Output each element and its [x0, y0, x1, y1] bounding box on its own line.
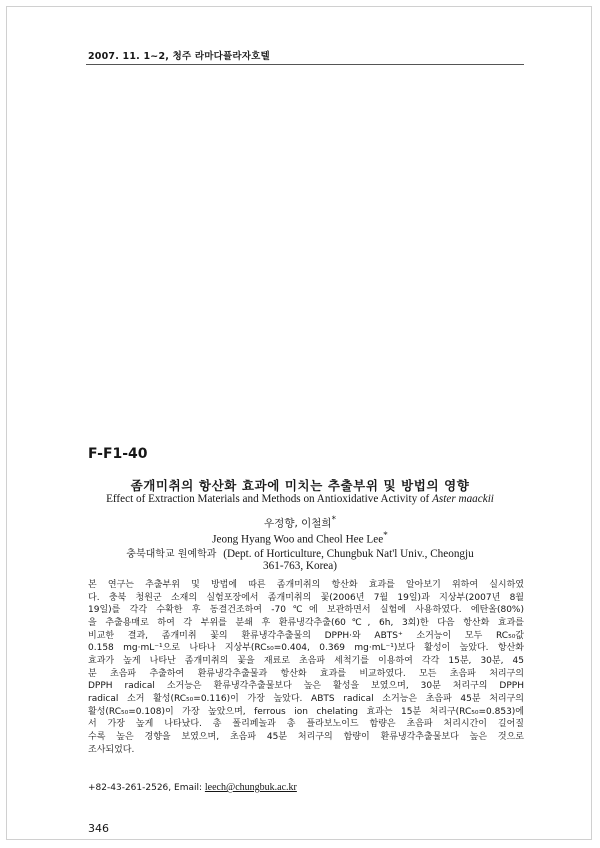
abstract-line: 19일)를 각각 수확한 후 동결건조하여 -70℃에 보관하면서 실험에 사용하였다. 에탄올(80%): [88, 605, 524, 616]
abstract-line: 다. 충북 청원군 소재의 실험포장에서 좀개미취의 꽃(2006년 7월 19일)과 지상부(2007년 8월: [88, 592, 524, 603]
abstract-line: 수록 높은 경향을 보였으며, 초음파 45분 처리구의 함량이 환류냉각추출물보다 높은 것으로: [88, 731, 524, 742]
page-number: 346: [88, 822, 109, 835]
abstract-line: radical 소거 활성(RC₅₀=0.116)이 가장 높았다. ABTS radical 소거능은 초음파 45분 처리구의: [88, 693, 524, 704]
title-english-species: Aster maackii: [432, 493, 494, 505]
abstract-line: 을 추출용매로 하여 각 부위를 분쇄 후 환류냉각추출(60℃, 6h, 3회)한 다음 항산화 효과를: [88, 617, 524, 628]
abstract-line: 조사되었다.: [88, 744, 135, 755]
affiliation-english-1: (Dept. of Horticulture, Chungbuk Nat'l Univ., Cheongju: [223, 548, 474, 560]
affiliation-english-2: 361-763, Korea): [263, 560, 337, 572]
authors-english-names: Jeong Hyang Woo and Cheol Hee Lee: [212, 533, 384, 546]
authors-korean: [0, 515, 600, 531]
contact-email-label: Email:: [174, 783, 203, 793]
affiliation-line-1: [0, 545, 600, 560]
contact-phone: +82-43-261-2526,: [88, 783, 172, 793]
title-english: [0, 493, 600, 505]
authors-english: [0, 531, 600, 546]
abstract-body: [88, 579, 524, 756]
abstract-code: F-F1-40: [88, 446, 148, 462]
title-english-prefix: Effect of Extraction Materials and Methods on Antioxidative Activity of: [106, 493, 430, 505]
running-header: 2007. 11. 1~2, 청주 라마다플라자호텔: [88, 51, 270, 62]
title-korean: 좀개미취의 항산화 효과에 미치는 추출부위 및 방법의 영향: [130, 478, 470, 493]
abstract-line: 0.158 mg·mL⁻¹으로 나타나 지상부(RC₅₀=0.404, 0.369 mg·mL⁻¹)보다 활성이 높았다. 항산화: [88, 643, 524, 654]
abstract-line: 서 가장 높게 나타났다. 총 폴리페놀과 총 플라보노이드 함량은 초음파 처리시간이 길어질: [88, 719, 524, 730]
abstract-line: 본 연구는 추출부위 및 방법에 따른 좀개미취의 항산화 효과를 알아보기 위하여 실시하였: [88, 580, 524, 590]
abstract-line: 분 초음파 추출하여 환류냉각추출물과 항산화 효과를 비교하였다. 모든 초음파 처리구의: [88, 668, 524, 679]
authors-korean-mark: *: [331, 515, 336, 525]
affiliation-korean: 충북대학교 원예학과: [126, 549, 217, 560]
authors-korean-names: 우정향, 이철희: [264, 517, 332, 530]
abstract-line: 효과가 높게 나타난 좀개미취의 꽃을 재료로 초음파 세척기를 이용하여 각각 15분, 30분, 45: [88, 655, 524, 666]
header-rule: [86, 64, 524, 65]
abstract-line: 비교한 결과, 좀개미취 꽃의 환류냉각추출물의 DPPH·와 ABTS⁺ 소거능이 모두 RC₅₀값: [88, 630, 524, 641]
contact-line: [88, 782, 297, 793]
abstract-line: DPPH radical 소거능은 환류냉각추출물보다 높은 활성을 보였으며, 30분 처리구의 DPPH: [88, 681, 524, 692]
authors-english-mark: *: [383, 531, 388, 541]
contact-email-link[interactable]: leech@chungbuk.ac.kr: [204, 782, 297, 793]
abstract-line: 활성(RC₅₀=0.108)이 가장 높았으며, ferrous ion chelating 효과는 15분 처리구(RC₅₀=0.853)에: [88, 706, 524, 717]
